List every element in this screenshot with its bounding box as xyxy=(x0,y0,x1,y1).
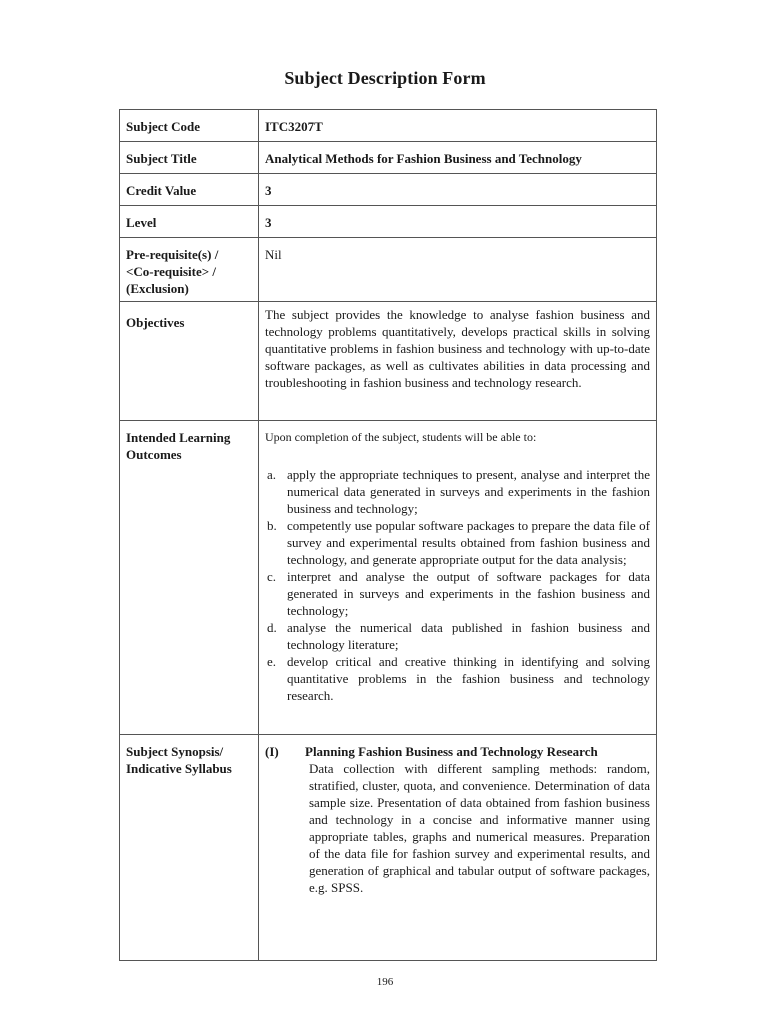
list-marker: a. xyxy=(267,467,277,482)
row-credit-value xyxy=(120,174,657,206)
outcomes-intro: Upon completion of the subject, students will be able to: xyxy=(265,430,537,444)
label-credit-value: Credit Value xyxy=(120,174,259,206)
row-outcomes xyxy=(120,421,657,735)
row-syllabus xyxy=(120,735,657,961)
value-outcomes xyxy=(259,421,657,735)
label-syllabus-line2: Indicative Syllabus xyxy=(126,761,232,776)
list-marker: b. xyxy=(267,518,277,533)
label-outcomes xyxy=(120,421,259,735)
list-item xyxy=(265,466,650,517)
value-objectives: The subject provides the knowledge to analyse fashion business and technology problems quantitatively, develops practical skills in solving quantitative problems in fashion business and technology with up-to-date software packages, as well as cultivates abilities in data processing and troubleshooting in fashion business and technology research. xyxy=(259,302,657,421)
page-number: 196 xyxy=(376,976,394,988)
list-item xyxy=(265,653,650,704)
syllabus-section-number: (I) xyxy=(265,744,279,759)
list-item xyxy=(265,517,650,568)
label-prerequisites-line2: <Co-requisite> / xyxy=(126,264,217,279)
value-credit-value: 3 xyxy=(259,174,657,206)
syllabus-section-heading xyxy=(265,743,650,760)
page-title: Subject Description Form xyxy=(284,68,486,88)
list-item xyxy=(265,568,650,619)
syllabus-section-text: Data collection with different sampling methods: random, stratified, cluster, quota, and convenience. Determination of data sample size. Presentation of data obtained from fashion business and technology in a concise and informative manner using appropriate tables, graphs and numerical measures. Preparation of the data file for fashion survey and experimental results, and generation of graphical and tabular output of software packages, e.g. SPSS. xyxy=(309,761,650,895)
label-syllabus xyxy=(120,735,259,961)
list-item-text: apply the appropriate techniques to present, analyse and interpret the numerical data generated in surveys and experiments in the fashion business and technology; xyxy=(287,467,650,516)
list-item-text: interpret and analyse the output of software packages for data generated in surveys and experiments in the fashion business and technology; xyxy=(287,569,650,618)
label-syllabus-line1: Subject Synopsis/ xyxy=(126,744,224,759)
list-marker: d. xyxy=(267,620,277,635)
label-subject-title: Subject Title xyxy=(120,142,259,174)
list-item-text: competently use popular software packages to prepare the data file of survey and experimental results obtained from fashion business and technology, and generate appropriate output for the data analysis; xyxy=(287,518,650,567)
row-objectives xyxy=(120,302,657,421)
row-prerequisites xyxy=(120,238,657,302)
value-syllabus xyxy=(259,735,657,961)
outcomes-list xyxy=(265,466,650,704)
label-objectives: Objectives xyxy=(120,302,259,421)
value-subject-title: Analytical Methods for Fashion Business and Technology xyxy=(259,142,657,174)
value-prerequisites: Nil xyxy=(259,238,657,302)
label-prerequisites-line1: Pre-requisite(s) / xyxy=(126,247,219,262)
label-prerequisites xyxy=(120,238,259,302)
list-marker: c. xyxy=(267,569,277,584)
row-level xyxy=(120,206,657,238)
label-outcomes-line2: Outcomes xyxy=(126,447,182,462)
subject-description-table xyxy=(119,109,657,961)
label-level: Level xyxy=(120,206,259,238)
list-marker: e. xyxy=(267,654,277,669)
syllabus-section-title: Planning Fashion Business and Technology Research xyxy=(305,744,598,759)
label-subject-code: Subject Code xyxy=(120,110,259,142)
row-subject-code xyxy=(120,110,657,142)
label-outcomes-line1: Intended Learning xyxy=(126,430,231,445)
list-item-text: develop critical and creative thinking in identifying and solving quantitative problems in the fashion business and technology research. xyxy=(287,654,650,703)
label-prerequisites-line3: (Exclusion) xyxy=(126,281,189,296)
list-item-text: analyse the numerical data published in fashion business and technology literature; xyxy=(287,620,650,652)
list-item xyxy=(265,619,650,653)
value-level: 3 xyxy=(259,206,657,238)
row-subject-title xyxy=(120,142,657,174)
value-subject-code: ITC3207T xyxy=(259,110,657,142)
